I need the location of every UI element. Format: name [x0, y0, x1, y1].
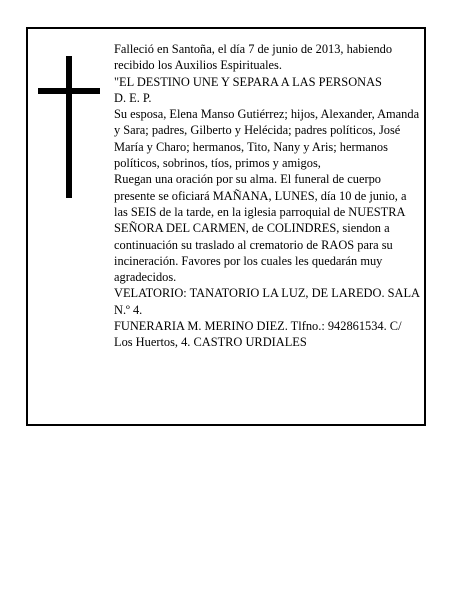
death-announcement: Falleció en Santoña, el día 7 de junio de 2013, habiendo recibido los Auxilios Espirituales. [114, 42, 393, 73]
latin-cross-icon [38, 56, 100, 198]
rip-line: D. E. P. [114, 90, 152, 105]
wake-details: VELATORIO: TANATORIO LA LUZ, DE LAREDO. SALA N.º 4. [114, 286, 420, 317]
funeral-details: Ruegan una oración por su alma. El funeral de cuerpo presente se oficiará MAÑANA, LUNES, día 10 de junio, a las SEIS de la tarde, en la iglesia parroquial de NUESTRA SEÑORA DEL CARMEN, de COLINDRES, siendon a continuación su traslado al crematorio de RAOS para su incineración. Favores por los cuales les quedarán muy agradecidos. [114, 172, 407, 285]
motto-line: "EL DESTINO UNE Y SEPARA A LAS PERSONAS [114, 74, 382, 89]
family-list: Su esposa, Elena Manso Gutiérrez; hijos, Alexander, Amanda y Sara; padres, Gilberto y Helécida; padres políticos, José María y Charo; hermanos, Tito, Nany y Aris; hermanos políticos, sobrinos, tíos, primos y amigos, [114, 107, 420, 171]
cross-vertical-bar [66, 56, 72, 198]
obituary-notice [26, 27, 426, 426]
funeral-home-details: FUNERARIA M. MERINO DIEZ. Tlfno.: 942861534. C/ Los Huertos, 4. CASTRO URDIALES [114, 319, 402, 350]
cross-horizontal-bar [38, 88, 100, 94]
notice-body [114, 41, 422, 351]
